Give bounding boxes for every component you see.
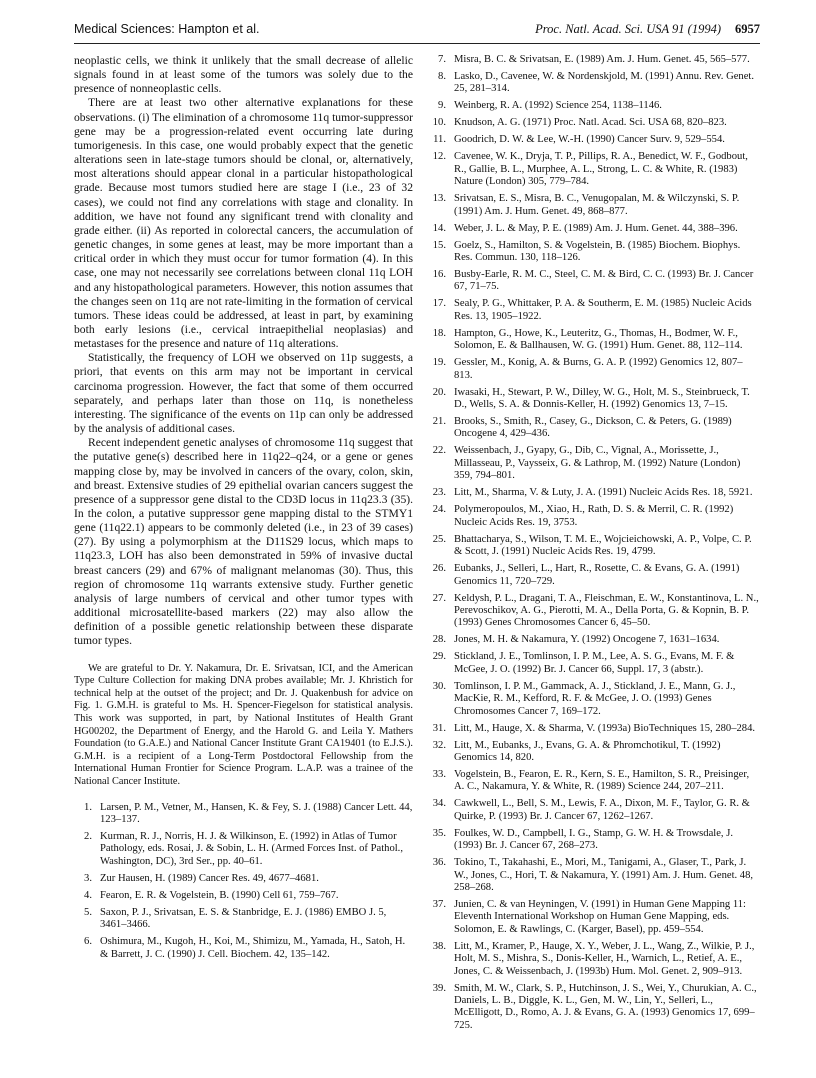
reference-item [74, 802, 413, 827]
reference-number: 37. [432, 898, 446, 910]
reference-item [428, 151, 761, 188]
reference-item [74, 907, 413, 932]
reference-item [428, 681, 761, 718]
reference-text: Smith, M. W., Clark, S. P., Hutchinson, J. S., Wei, Y., Churukian, A. C., Daniels, L. B., Diggle, K. L., Gen, M. W., Lin, Y., Selleri, L., McElligott, D., Romo, A. J. & Evans, G. A. (1993) Genomics 17, 699–725. [454, 982, 757, 1031]
reference-text: Zur Hausen, H. (1989) Cancer Res. 49, 4677–4681. [100, 872, 319, 884]
reference-item [428, 899, 761, 936]
reference-text: Litt, M., Sharma, V. & Luty, J. A. (1991) Nucleic Acids Res. 18, 5921. [454, 487, 753, 499]
reference-text: Fearon, E. R. & Vogelstein, B. (1990) Cell 61, 759–767. [100, 889, 339, 901]
reference-text: Busby-Earle, R. M. C., Steel, C. M. & Bird, C. C. (1993) Br. J. Cancer 67, 71–75. [454, 269, 754, 293]
reference-text: Litt, M., Kramer, P., Hauge, X. Y., Weber, J. L., Wang, Z., Wilkie, P. J., Holt, M. S., Mishra, S., Donis-Keller, H., Warnich, L., Retief, A. E., Jones, C. & Weissenbach, J. (1993b) Hum. Mol. Genet. 2, 909–913. [454, 940, 755, 977]
reference-text: Saxon, P. J., Srivatsan, E. S. & Stanbridge, E. J. (1986) EMBO J. 5, 3461–3466. [100, 906, 387, 931]
reference-text: Junien, C. & van Heyningen, V. (1991) in Human Gene Mapping 11: Eleventh International Workshop on Human Gene Mapping, eds. Solomon, E. & Rawlings, C. (Karger, Basel), pp. 459–554. [454, 898, 746, 935]
reference-item [428, 563, 761, 588]
reference-item [428, 269, 761, 294]
reference-item [428, 387, 761, 412]
reference-item [428, 445, 761, 482]
reference-number: 20. [432, 386, 446, 398]
running-header [74, 20, 760, 42]
reference-number: 19. [432, 357, 446, 369]
body-paragraph: Recent independent genetic analyses of chromosome 11q suggest that the putative gene(s) described here in 11q22–q24, or a gene or genes mapping close by, may be involved in cancers of the ovary, colon, skin, and breast. Extensive studies of 29 epithelial ovarian cancers suggest the presence of a suppressor gene distal to the CD3D locus in 11q23.3 (35). In the colon, a putative suppressor gene mapping distal to the STMY1 gene (11q22.1) appears to be commonly deleted (i.e., in 23 of 39 cases) (27). By using a polymorphism at the D11S29 locus, which maps to 11q23.3, LOH has also been demonstrated in 59% of invasive ductal breast cancers (29) and 67% of malignant melanomas (30). Thus, this region of chromosome 11q warrants extensive study. Further genetic analysis of large numbers of cervical and other tumor types with additional microsatellite-based markers (22) may also allow the definition of a possible genetic relationship between these disparate tumor types. [74, 436, 413, 648]
header-section-authors: Medical Sciences: Hampton et al. [74, 22, 260, 36]
reference-item [428, 593, 761, 630]
reference-number: 35. [432, 827, 446, 839]
reference-item [428, 100, 761, 112]
body-paragraph: There are at least two other alternative explanations for these observations. (i) The elimination of a chromosome 11q tumor-suppressor gene may be a progression-related event occurring late during tumorigenesis. In this case, one would probably expect that the genetic alterations seen in late-stage tumors should be clonal, or, alternatively, most alterations should appear clonal in a particular histopathological grade. Because most tumors studied here are stage I (i.e., 23 of 32 cases), we could not find any correlations with stage and clonality. In addition, we have not found any significant trend with clonality and grade either. (ii) As reported in colorectal cancers, the accumulation of genetic changes, in some genes at least, may be more important than a critical order in which they must occur for tumor formation (4). In this case, one may not necessarily see correlations between clonal 11q LOH and any histopathological parameters. However, this notion assumes that the changes seen on 11q are not rate-limiting in the formation of cervical tumors. These ideas could be addressed, at least in part, by examining both early lesions (i.e., cervical intraepithelial neoplasias) and metastases for the presence and nature of 11q alterations. [74, 96, 413, 351]
reference-text: Polymeropoulos, M., Xiao, H., Rath, D. S. & Merril, C. R. (1992) Nucleic Acids Res. 19, 3753. [454, 504, 734, 528]
reference-list-left [74, 802, 413, 961]
reference-text: Cavenee, W. K., Dryja, T. P., Pillips, R. A., Benedict, W. F., Godbout, R., Gallie, B. L., Murphee, A. L., Strong, L. C. & White, R. (1983) Nature (London) 305, 779–784. [454, 151, 748, 188]
reference-text: Knudson, A. G. (1971) Proc. Natl. Acad. Sci. USA 68, 820–823. [454, 117, 727, 129]
reference-item [428, 328, 761, 353]
reference-number: 16. [432, 269, 446, 281]
reference-text: Misra, B. C. & Srivatsan, E. (1989) Am. J. Hum. Genet. 45, 565–577. [454, 54, 750, 65]
reference-number: 39. [432, 982, 446, 994]
reference-item [428, 828, 761, 853]
reference-text: Iwasaki, H., Stewart, P. W., Dilley, W. G., Holt, M. S., Steinbrueck, T. D., Wells, S. A. & Donnis-Keller, H. (1992) Genomics 13, 7–15. [454, 386, 750, 411]
reference-item [428, 357, 761, 382]
reference-item [428, 134, 761, 146]
reference-number: 23. [432, 487, 446, 499]
header-journal-info [535, 22, 760, 37]
reference-number: 27. [432, 592, 446, 604]
reference-item [428, 223, 761, 235]
reference-text: Goodrich, D. W. & Lee, W.-H. (1990) Cancer Surv. 9, 529–554. [454, 134, 725, 146]
reference-text: Litt, M., Eubanks, J., Evans, G. A. & Phromchotikul, T. (1992) Genomics 14, 820. [454, 739, 721, 763]
reference-text: Sealy, P. G., Whittaker, P. A. & Southerm, E. M. (1985) Nucleic Acids Res. 13, 1905–1922. [454, 298, 752, 322]
reference-item [428, 504, 761, 529]
reference-number: 12. [432, 151, 446, 163]
reference-number: 9. [438, 100, 446, 112]
reference-number: 21. [432, 416, 446, 428]
reference-number: 6. [84, 936, 92, 948]
reference-item [428, 298, 761, 323]
reference-text: Lasko, D., Cavenee, W. & Nordenskjold, M. (1991) Annu. Rev. Genet. 25, 281–314. [454, 71, 755, 95]
reference-number: 38. [432, 940, 446, 952]
right-column [428, 54, 761, 1037]
reference-text: Eubanks, J., Selleri, L., Hart, R., Rosette, C. & Evans, G. A. (1991) Genomics 11, 720–729. [454, 563, 740, 587]
reference-text: Kurman, R. J., Norris, H. J. & Wilkinson, E. (1992) in Atlas of Tumor Pathology, eds. Rosai, J. & Sobin, L. H. (Armed Forces Inst. of Pathol., Washington, DC), 3rd Ser., pp. 40–61. [100, 830, 403, 867]
reference-item [428, 769, 761, 794]
reference-item [428, 740, 761, 765]
reference-number: 2. [84, 830, 92, 842]
reference-text: Vogelstein, B., Fearon, E. R., Kern, S. E., Hamilton, S. R., Preisinger, A. C., Nakamura, Y. & White, R. (1989) Science 244, 207–211. [454, 768, 750, 793]
reference-item [74, 936, 413, 961]
reference-item [74, 831, 413, 868]
reference-item [428, 193, 761, 218]
body-paragraph: neoplastic cells, we think it unlikely that the small decrease of allelic signals found in at least some of the tumors was solely due to the presence of nonneoplastic cells. [74, 54, 413, 96]
reference-item [428, 983, 761, 1033]
reference-item [428, 798, 761, 823]
reference-text: Brooks, S., Smith, R., Casey, G., Dickson, C. & Peters, G. (1989) Oncogene 4, 429–436. [454, 416, 732, 440]
reference-number: 7. [438, 54, 446, 65]
page-number: 6957 [735, 22, 760, 36]
reference-text: Weissenbach, J., Gyapy, G., Dib, C., Vignal, A., Morissette, J., Millasseau, P., Vaysseix, G. & Lathrop, M. (1992) Nature (London) 359, 794–801. [454, 445, 741, 482]
reference-number: 31. [432, 722, 446, 734]
reference-item [428, 941, 761, 978]
reference-number: 24. [432, 504, 446, 516]
reference-item [428, 651, 761, 676]
reference-number: 33. [432, 768, 446, 780]
reference-text: Tomlinson, I. P. M., Gammack, A. J., Stickland, J. E., Mann, G. J., MacKie, R. M., Kefford, R. F. & McGee, J. O. (1993) Genes Chromosomes Cancer 7, 169–172. [454, 680, 736, 717]
reference-text: Stickland, J. E., Tomlinson, I. P. M., Lee, A. S. G., Evans, M. F. & McGee, J. O. (1992) Br. J. Cancer 66, Suppl. 17, 3 (abstr.). [454, 651, 735, 675]
reference-number: 4. [84, 889, 92, 901]
reference-text: Keldysh, P. L., Dragani, T. A., Fleischman, E. W., Konstantinova, L. N., Perevoschikov, A. G., Pierotti, M. A., Della Porta, G. & Kopnin, B. P. (1993) Genes Chromosomes Cancer 6, 45–50. [454, 592, 759, 629]
reference-number: 32. [432, 739, 446, 751]
reference-number: 11. [433, 134, 446, 146]
reference-number: 1. [84, 801, 92, 813]
acknowledgment: We are grateful to Dr. Y. Nakamura, Dr. E. Srivatsan, ICI, and the American Type Culture Collection for making DNA probes available; Mr. J. Khristich for technical help at the outset of the project; and Dr. J. Quakenbush for advice on Fig. 1. G.M.H. is grateful to Ms. H. Spencer-Fiegelson for statistical analysis. This work was supported, in part, by National Institutes of Health Grant HG00202, the Department of Energy, and the Harold G. and Leila Y. Mathers Foundation (to G.A.E.) and National Cancer Institute Grant CA19401 (to E.J.S.). G.M.H. is a recipient of a Long-Term Postdoctoral Fellowship from the International Human Frontier for Science Program. L.A.P. was a trainee of the National Cancer Institute. [74, 662, 413, 787]
reference-number: 25. [432, 533, 446, 545]
reference-text: Hampton, G., Howe, K., Leuteritz, G., Thomas, H., Bodmer, W. F., Solomon, E. & Ballhausen, W. G. (1991) Hum. Genet. 88, 112–114. [454, 327, 743, 352]
reference-number: 17. [432, 298, 446, 310]
reference-number: 18. [432, 327, 446, 339]
reference-item [428, 723, 761, 735]
reference-number: 30. [432, 680, 446, 692]
reference-item [428, 54, 761, 66]
reference-text: Jones, M. H. & Nakamura, Y. (1992) Oncogene 7, 1631–1634. [454, 634, 720, 646]
reference-number: 8. [438, 71, 446, 82]
reference-item [428, 487, 761, 499]
reference-item [74, 873, 413, 885]
reference-text: Oshimura, M., Kugoh, H., Koi, M., Shimizu, M., Yamada, H., Satoh, H. & Barrett, J. C. (1990) J. Cell. Biochem. 42, 135–142. [100, 936, 406, 960]
reference-item [428, 71, 761, 96]
reference-number: 22. [432, 445, 446, 457]
reference-item [74, 890, 413, 902]
reference-text: Srivatsan, E. S., Misra, B. C., Venugopalan, M. & Wilczynski, S. P. (1991) Am. J. Hum. Genet. 49, 868–877. [454, 193, 740, 217]
reference-text: Litt, M., Hauge, X. & Sharma, V. (1993a) BioTechniques 15, 280–284. [454, 722, 756, 734]
reference-text: Larsen, P. M., Vetner, M., Hansen, K. & Fey, S. J. (1988) Cancer Lett. 44, 123–137. [100, 801, 413, 825]
reference-number: 3. [84, 872, 92, 884]
reference-text: Cawkwell, L., Bell, S. M., Lewis, F. A., Dixon, M. F., Taylor, G. R. & Quirke, P. (1993) Br. J. Cancer 67, 1262–1267. [454, 798, 750, 822]
reference-text: Goelz, S., Hamilton, S. & Vogelstein, B. (1985) Biochem. Biophys. Res. Commun. 130, 118–126. [454, 239, 741, 264]
reference-number: 14. [432, 222, 446, 234]
reference-text: Foulkes, W. D., Campbell, I. G., Stamp, G. W. H. & Trowsdale, J. (1993) Br. J. Cancer 67, 268–273. [454, 827, 733, 852]
journal-citation: Proc. Natl. Acad. Sci. USA 91 (1994) [535, 22, 721, 36]
reference-number: 29. [432, 651, 446, 663]
reference-number: 36. [432, 857, 446, 869]
reference-number: 15. [432, 239, 446, 251]
reference-text: Weinberg, R. A. (1992) Science 254, 1138–1146. [454, 100, 662, 112]
reference-number: 28. [432, 634, 446, 646]
reference-text: Bhattacharya, S., Wilson, T. M. E., Wojcieichowski, A. P., Volpe, C. P. & Scott, J. (1991) Nucleic Acids Res. 19, 4799. [454, 533, 752, 558]
reference-item [428, 416, 761, 441]
reference-number: 10. [432, 117, 446, 129]
reference-text: Gessler, M., Konig, A. & Burns, G. A. P. (1992) Genomics 12, 807–813. [454, 357, 743, 381]
header-rule [74, 43, 760, 44]
reference-item [428, 534, 761, 559]
reference-text: Tokino, T., Takahashi, E., Mori, M., Tanigami, A., Glaser, T., Park, J. W., Jones, C., Hori, T. & Nakamura, Y. (1991) Am. J. Hum. Genet. 48, 258–268. [454, 857, 754, 893]
reference-item [428, 240, 761, 265]
reference-item [428, 857, 761, 894]
reference-number: 13. [432, 193, 446, 205]
reference-number: 5. [84, 906, 92, 918]
reference-text: Weber, J. L. & May, P. E. (1989) Am. J. Hum. Genet. 44, 388–396. [454, 222, 738, 234]
left-column [74, 54, 413, 966]
reference-item [428, 634, 761, 646]
reference-list-right [428, 54, 761, 1032]
reference-item [428, 117, 761, 129]
reference-number: 26. [432, 563, 446, 575]
body-paragraph: Statistically, the frequency of LOH we observed on 11p suggests, a priori, that events on this arm may not be important in cervical carcinoma progression. However, the fact that some of them occurred separately, and perhaps later than those on 11q, is nonetheless interesting. The significance of the events on 11p can only be addressed by the analysis of additional cases. [74, 351, 413, 436]
reference-number: 34. [432, 798, 446, 810]
